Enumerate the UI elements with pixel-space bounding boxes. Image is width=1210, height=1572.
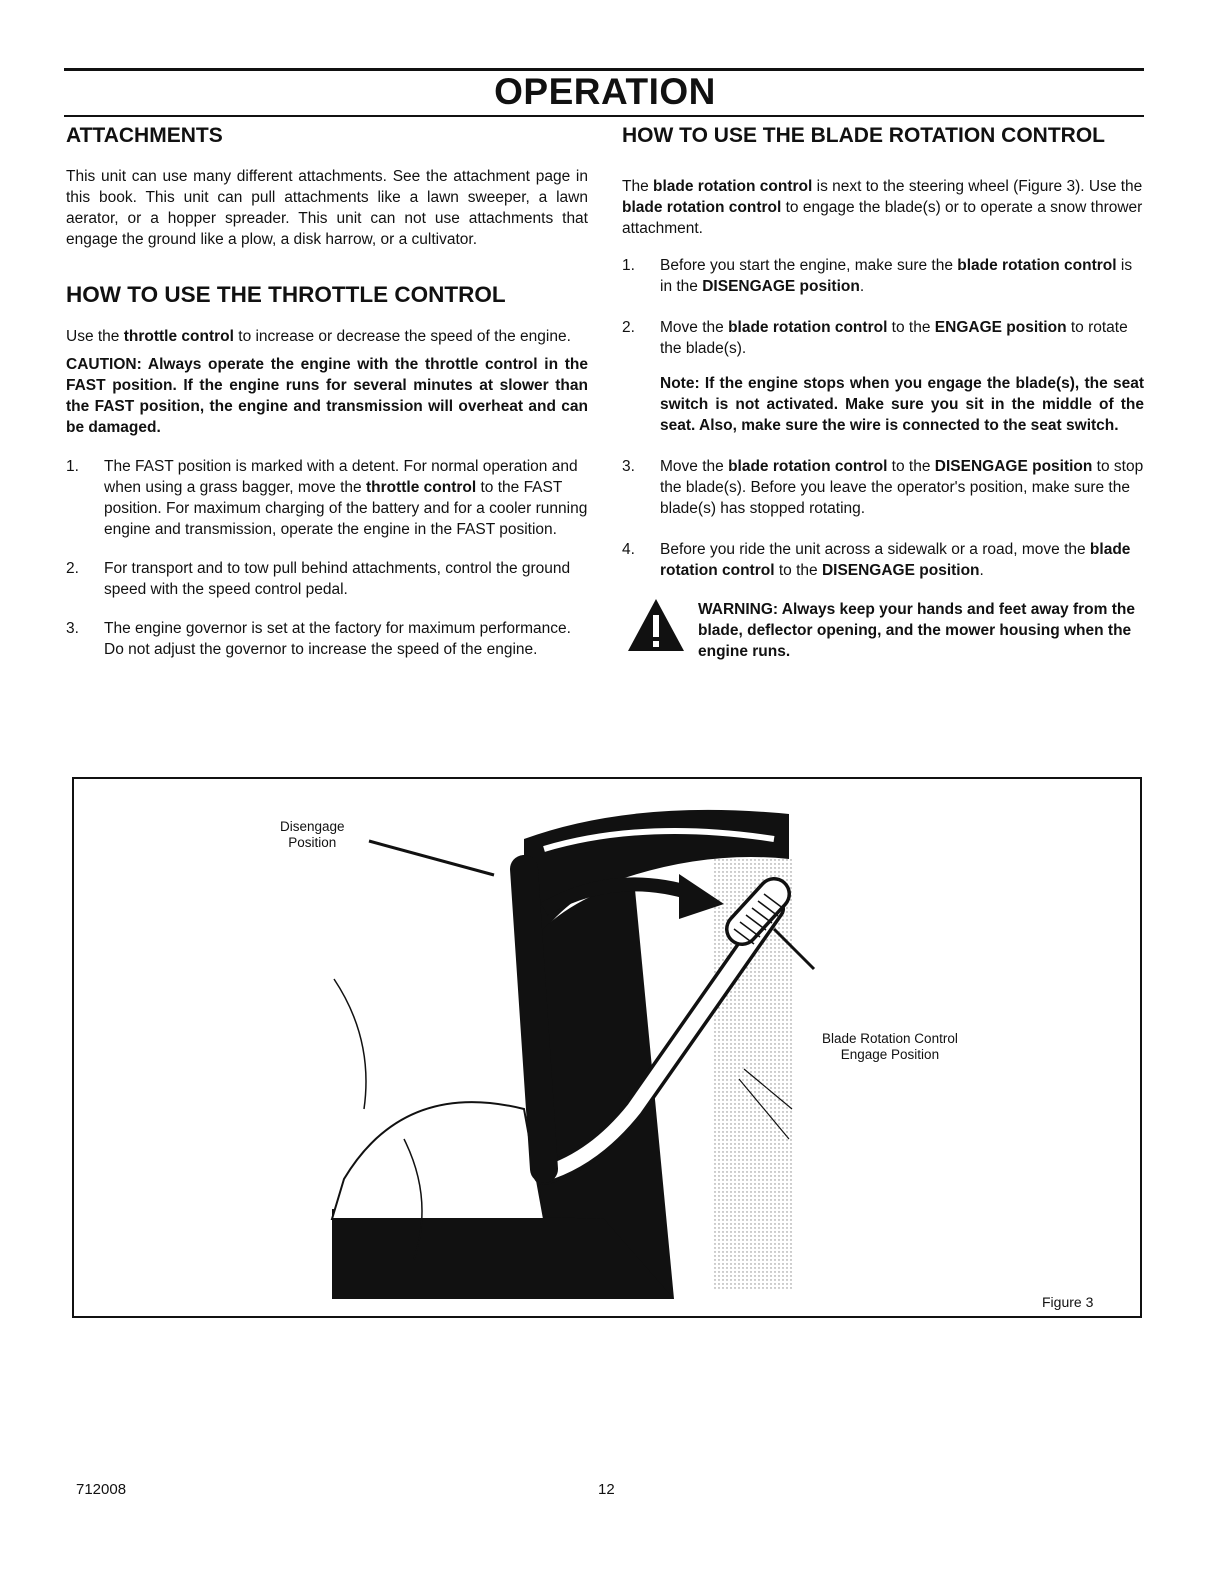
blade-intro: The blade rotation control is next to the steering wheel (Figure 3). Use the blade rotation control to engage the blade(s) or to operate a snow thrower attachment. xyxy=(622,178,1143,237)
title-underline xyxy=(64,115,1144,117)
document-number: 712008 xyxy=(76,1481,127,1498)
blade-heading: HOW TO USE THE BLADE ROTATION CONTROL xyxy=(622,124,1105,147)
warning-block xyxy=(622,599,1144,662)
right-column xyxy=(622,122,1144,662)
warning-text: WARNING: Always keep your hands and feet away from the blade, deflector opening, and the mower housing when the engine runs. xyxy=(698,601,1135,660)
throttle-steps xyxy=(66,456,588,660)
list-item: 4. Before you ride the unit across a sidewalk or a road, move the blade rotation control to the DISENGAGE position. xyxy=(622,541,1131,579)
throttle-intro: Use the throttle control to increase or decrease the speed of the engine. xyxy=(66,328,571,345)
page-title: OPERATION xyxy=(494,71,716,112)
figure-caption: Figure 3 xyxy=(1042,1294,1094,1310)
engage-position-label: Blade Rotation Control Engage Position xyxy=(822,1031,958,1062)
list-item: 2. For transport and to tow pull behind attachments, control the ground speed with the speed control pedal. xyxy=(66,560,571,598)
disengage-position-label: Disengage Position xyxy=(280,819,345,850)
left-column xyxy=(66,122,588,660)
attachments-body: This unit can use many different attachments. See the attachment page in this book. This unit can pull attachments like a lawn sweeper, a lawn aerator, or a hopper spreader. This unit can not use attachments that engage the ground like a plow, a disk harrow, or a cultivator. xyxy=(66,168,588,248)
list-item: 3. Move the blade rotation control to the DISENGAGE position to stop the blade(s). Before you leave the operator's position, make sure the blade(s) has stopped rotating. xyxy=(622,458,1144,517)
seat-switch-note: Note: If the engine stops when you engage the blade(s), the seat switch is not activated. Make sure you sit in the middle of the seat. Also, make sure the wire is connected to the seat switch. xyxy=(660,375,1144,434)
throttle-caution: CAUTION: Always operate the engine with the throttle control in the FAST position. If the engine runs for several minutes at slower than the FAST position, the engine and transmission will overheat and can be damaged. xyxy=(66,356,588,436)
page-number: 12 xyxy=(598,1481,615,1498)
throttle-heading: HOW TO USE THE THROTTLE CONTROL xyxy=(66,282,506,307)
warning-triangle-icon xyxy=(626,597,686,653)
figure-3 xyxy=(72,777,1142,1318)
blade-control-illustration xyxy=(74,779,1140,1316)
disengage-pointer xyxy=(369,841,494,875)
list-item: 2. Move the blade rotation control to the ENGAGE position to rotate the blade(s). xyxy=(622,319,1128,357)
list-item: 1. Before you start the engine, make sure the blade rotation control is in the DISENGAGE position. xyxy=(622,257,1133,295)
list-item: 1. The FAST position is marked with a detent. For normal operation and when using a grass bagger, move the throttle control to the FAST position. For maximum charging of the battery and for a cooler running engine and transmission, operate the engine in the FAST position. xyxy=(66,458,588,538)
blade-steps xyxy=(622,255,1144,359)
blade-steps-continued xyxy=(622,456,1144,581)
attachments-heading: ATTACHMENTS xyxy=(66,124,223,147)
list-item: 3. The engine governor is set at the factory for maximum performance. Do not adjust the governor to increase the speed of the engine. xyxy=(66,620,571,658)
